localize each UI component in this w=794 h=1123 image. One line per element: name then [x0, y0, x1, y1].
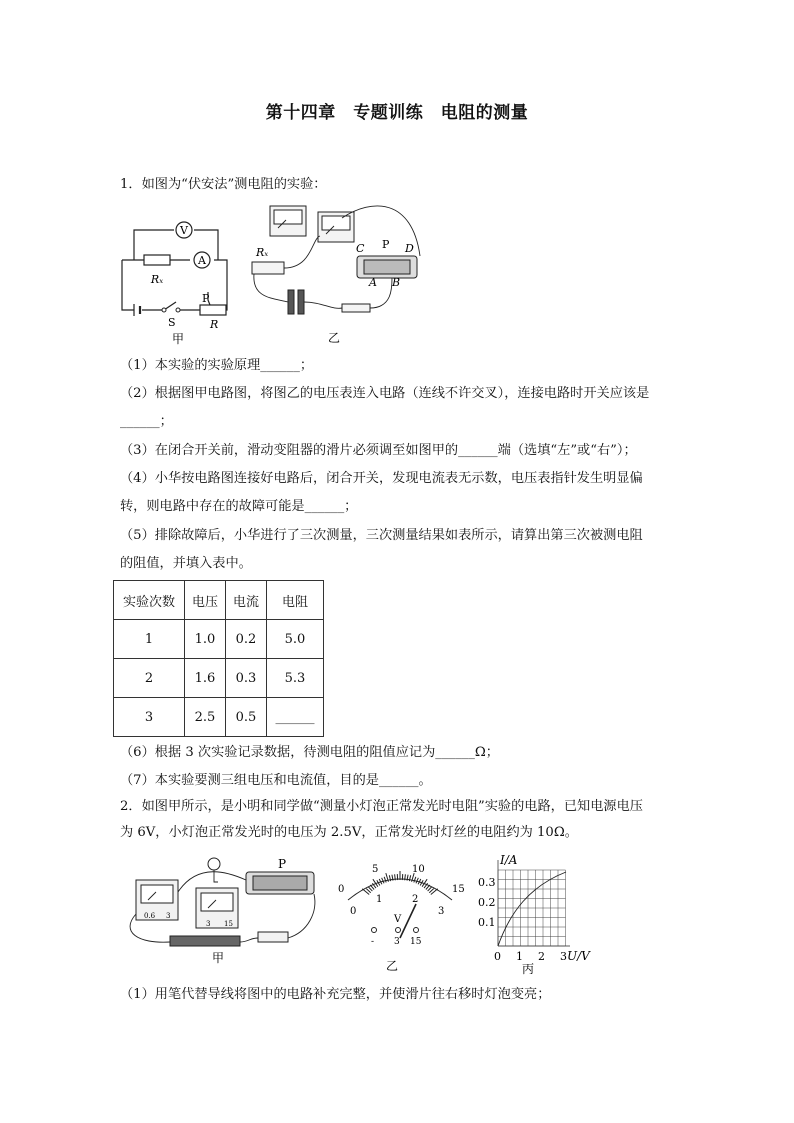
rx-label: Rₓ [256, 246, 269, 259]
xtick-label: 0 [494, 950, 501, 963]
unit-label: V [394, 914, 402, 925]
q2-stem-line2: 为 6V，小灯泡正常发光时的电压为 2.5V，正常发光时灯丝的电阻约为 10Ω。 [120, 825, 578, 840]
scale-top-label: 15 [452, 884, 465, 895]
table-header-cell: 电阻 [267, 581, 324, 620]
fig-jia-caption: 甲 [171, 332, 185, 346]
scale-bottom-label: 0 [350, 906, 357, 917]
terminal-label: 15 [410, 937, 422, 947]
q2-voltmeter-dial [330, 858, 470, 976]
table-header-cell: 实验次数 [114, 581, 185, 620]
table-header-cell: 电压 [185, 581, 226, 620]
fig-bing-caption: 丙 [521, 962, 535, 976]
meter-terminal-label: 15 [224, 920, 233, 928]
table-cell: 1 [114, 620, 185, 659]
q1-item-1: （1）本实验的实验原理______； [120, 358, 314, 373]
q2-stem-line1: 2．如图甲所示，是小明和同学做“测量小灯泡正常发光时电阻”实验的电路，已知电源电压 [120, 799, 643, 814]
table-cell: 0.3 [226, 659, 267, 698]
fig-jia-caption: 甲 [211, 951, 225, 965]
p-label: P [278, 857, 287, 871]
ylabel: I/A [500, 853, 518, 867]
q1-item-5-cont: 的阻值，并填入表中。 [120, 556, 252, 571]
xlabel: U/V [567, 949, 590, 963]
q2-apparatus-figure [118, 852, 328, 967]
dial-tick [405, 874, 406, 880]
table-cell: 5.3 [267, 659, 324, 698]
q1-stem: 1．如图为“伏安法”测电阻的实验： [120, 177, 327, 192]
table-cell: 0.5 [226, 698, 267, 737]
q1-item-4: （4）小华按电路图连接好电路后，闭合开关，发现电流表无示数，电压表指针发生明显偏 [120, 471, 643, 486]
terminal-label: - [371, 937, 375, 947]
dial-tick [384, 877, 386, 883]
table-cell: 0.2 [226, 620, 267, 659]
fig-yi-caption: 乙 [327, 331, 341, 345]
dial-tick [362, 889, 369, 895]
meter-terminal-label: 3 [166, 912, 171, 920]
scale-bottom-label: 1 [376, 894, 383, 905]
rx-label: Rₓ [150, 273, 164, 286]
table-cell: 1.6 [185, 659, 226, 698]
ytick-label: 0.3 [478, 876, 496, 889]
meter-terminal-label: 3 [206, 920, 211, 928]
table-cell: 3 [114, 698, 185, 737]
q2-iu-graph [470, 850, 600, 976]
q2-item-1: （1）用笔代替导线将图中的电路补充完整，并使滑片往右移时灯泡变亮； [120, 987, 551, 1002]
p-label: P [382, 238, 390, 251]
q1-item-3: （3）在闭合开关前，滑动变阻器的滑片必须调至如图甲的______端（选填“左”或“右”）； [120, 443, 637, 458]
q1-circuit-diagram [112, 206, 242, 346]
a-label: A [369, 276, 377, 289]
table-cell: 2 [114, 659, 185, 698]
table-header-cell: 电流 [226, 581, 267, 620]
q1-item-2-cont: ______； [120, 414, 173, 429]
scale-top-label: 0 [338, 884, 345, 895]
fig-yi-caption: 乙 [385, 959, 399, 973]
dial-needle [400, 904, 416, 938]
ytick-label: 0.2 [478, 896, 496, 909]
xtick-label: 2 [538, 950, 545, 963]
q1-item-4-cont: 转，则电路中存在的故障可能是______； [120, 499, 358, 514]
meter-terminal-label: 0.6 [144, 912, 156, 920]
scale-bottom-label: 2 [412, 894, 419, 905]
dial-tick [414, 877, 416, 883]
xtick-label: 3 [560, 950, 567, 963]
table-row [114, 698, 324, 737]
b-label: B [392, 276, 401, 289]
terminal-label: 3 [394, 937, 400, 947]
table-row [114, 659, 324, 698]
table-cell: 5.0 [267, 620, 324, 659]
q1-apparatus-figure [242, 198, 432, 348]
table-cell: 2.5 [185, 698, 226, 737]
scale-top-label: 5 [372, 864, 379, 875]
q1-item-6: （6）根据 3 次实验记录数据，待测电阻的阻值应记为______Ω； [120, 745, 499, 760]
r-label: R [210, 318, 219, 331]
dial-tick [395, 874, 396, 880]
p-label: P [202, 292, 210, 305]
table-row [114, 620, 324, 659]
ammeter-label: A [198, 254, 206, 267]
dial-tick [431, 889, 438, 895]
s-label: S [168, 316, 176, 329]
scale-top-label: 10 [412, 864, 425, 875]
xtick-label: 1 [516, 950, 523, 963]
iu-curve [498, 872, 566, 946]
q1-item-7: （7）本实验要测三组电压和电流值，目的是______。 [120, 773, 432, 788]
ytick-label: 0.1 [478, 916, 496, 929]
d-label: D [405, 242, 414, 255]
table-header-row [114, 581, 324, 620]
voltmeter-label: V [180, 224, 188, 237]
page-title: 第十四章 专题训练 电阻的测量 [265, 103, 529, 123]
q1-item-2: （2）根据图甲电路图，将图乙的电压表连入电路（连线不许交叉），连接电路时开关应该是 [120, 386, 650, 401]
q1-item-5: （5）排除故障后，小华进行了三次测量，三次测量结果如表所示，请算出第三次被测电阻 [120, 528, 643, 543]
c-label: C [356, 242, 365, 255]
table-cell-blank: ______ [267, 698, 324, 737]
scale-bottom-label: 3 [438, 906, 445, 917]
q1-data-table [113, 580, 324, 737]
table-cell: 1.0 [185, 620, 226, 659]
